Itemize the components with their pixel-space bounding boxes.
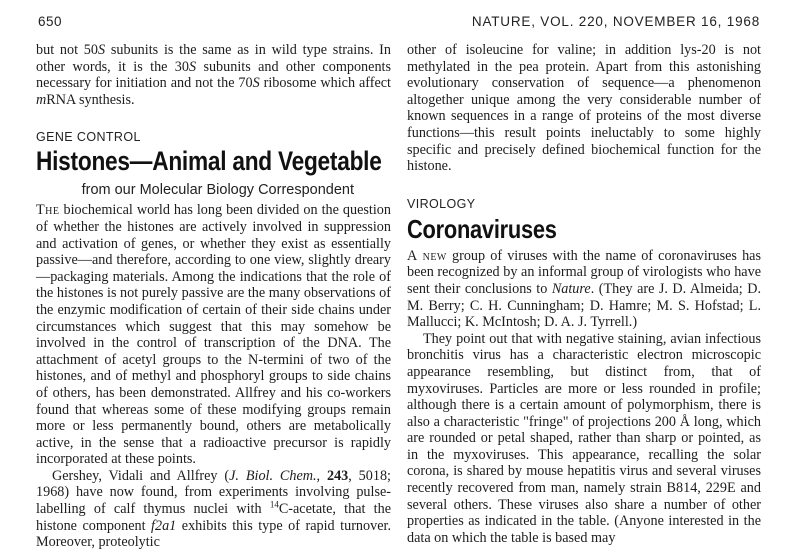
drop-cap-word: The bbox=[36, 202, 60, 219]
article-byline: from our Molecular Biology Correspondent bbox=[81, 182, 354, 199]
left-column bbox=[36, 42, 391, 551]
running-header bbox=[38, 14, 760, 34]
page-number: 650 bbox=[38, 14, 63, 29]
drop-cap-word: A new bbox=[407, 247, 447, 264]
article-paragraph: The biochemical world has long been divided on the question of whether the histones are actively involved in suppression and activation of genes, or whether they exist as essentially passive—and therefore, according to one view, slightly dreary—packaging materials. Among the indications that the role of the histones is not purely passive are the many observations of the enzymic modification of certain of their side chains under circumstances which suggest that this may somehow be involved in the control of transcription of the DNA. The attachment of acetyl groups to the N-termini of two of the histones, and of methyl and phosphoryl groups to side chains of others, has been demonstrated. Allfrey and his co-workers found that whereas some of these modifying groups remain more or less permanently bound, others are metabolically active, in the sense that a radioactive precursor is rapidly incorporated at these points. bbox=[36, 202, 391, 468]
article-headline-coronaviruses: Coronaviruses bbox=[407, 213, 557, 244]
article-headline-histones: Histones—Animal and Vegetable bbox=[36, 146, 382, 177]
continuation-paragraph: other of isoleucine for valine; in addition lys-20 is not methylated in the pea protein. Apart from this astonishing evolutionary conservation of sequence—a phenomenon altogether unique among the very considerable number of known sequences in a range of proteins of the most diverse functions—this result points ineluctably to some highly specific and precisely defined biochemical function for the histone. bbox=[407, 42, 761, 175]
article-paragraph: They point out that with negative staining, avian infectious bronchitis virus has a characteristic electron microscopic appearance resembling, but distinct from, that of myxoviruses. Particles are more or less rounded in profile; although there is a certain amount of polymorphism, there is also a characteristic "fringe" of projections 200 Å long, which are rounded or petal shaped, rather than sharp or pointed, as in the myxoviruses. This appearance, recalling the solar corona, is shared by mouse hepatitis virus and several viruses recently recovered from man, namely strain B814, 229E and several others. These viruses also share a number of other properties as indicated in the table. (Anyone interested in the data on which the table is based may bbox=[407, 330, 761, 546]
section-label-virology: VIROLOGY bbox=[407, 196, 476, 211]
right-column bbox=[407, 42, 761, 546]
journal-reference: J. Biol. Chem. bbox=[229, 467, 317, 484]
continuation-paragraph: but not 50S subunits is the same as in wild type strains. In other words, it is the 30S subunits and other components necessary for initiation and not the 70S ribosome which affect mRNA synthesis. bbox=[36, 42, 391, 108]
article-paragraph: A new group of viruses with the name of coronaviruses has been recognized by an informal group of virologists who have sent their conclusions to Nature. (They are J. D. Almeida; D. M. Berry; C. H. Cunningham; D. Hamre; M. S. Hofstad; L. Mallucci; K. McIntosh; D. A. J. Tyrrell.) bbox=[407, 247, 761, 331]
section-label-gene-control: GENE CONTROL bbox=[36, 130, 141, 145]
journal-reference: Nature bbox=[551, 280, 591, 297]
article-paragraph: Gershey, Vidali and Allfrey (J. Biol. Chem., 243, 5018; 1968) have now found, from experiments involving pulse-labelling of calf thymus nuclei with $^{14}$C-acetate, that the histone component f2a1 exhibits this type of rapid turnover. Moreover, proteolytic bbox=[36, 467, 391, 551]
journal-citation: NATURE, VOL. 220, NOVEMBER 16, 1968 bbox=[471, 14, 760, 29]
